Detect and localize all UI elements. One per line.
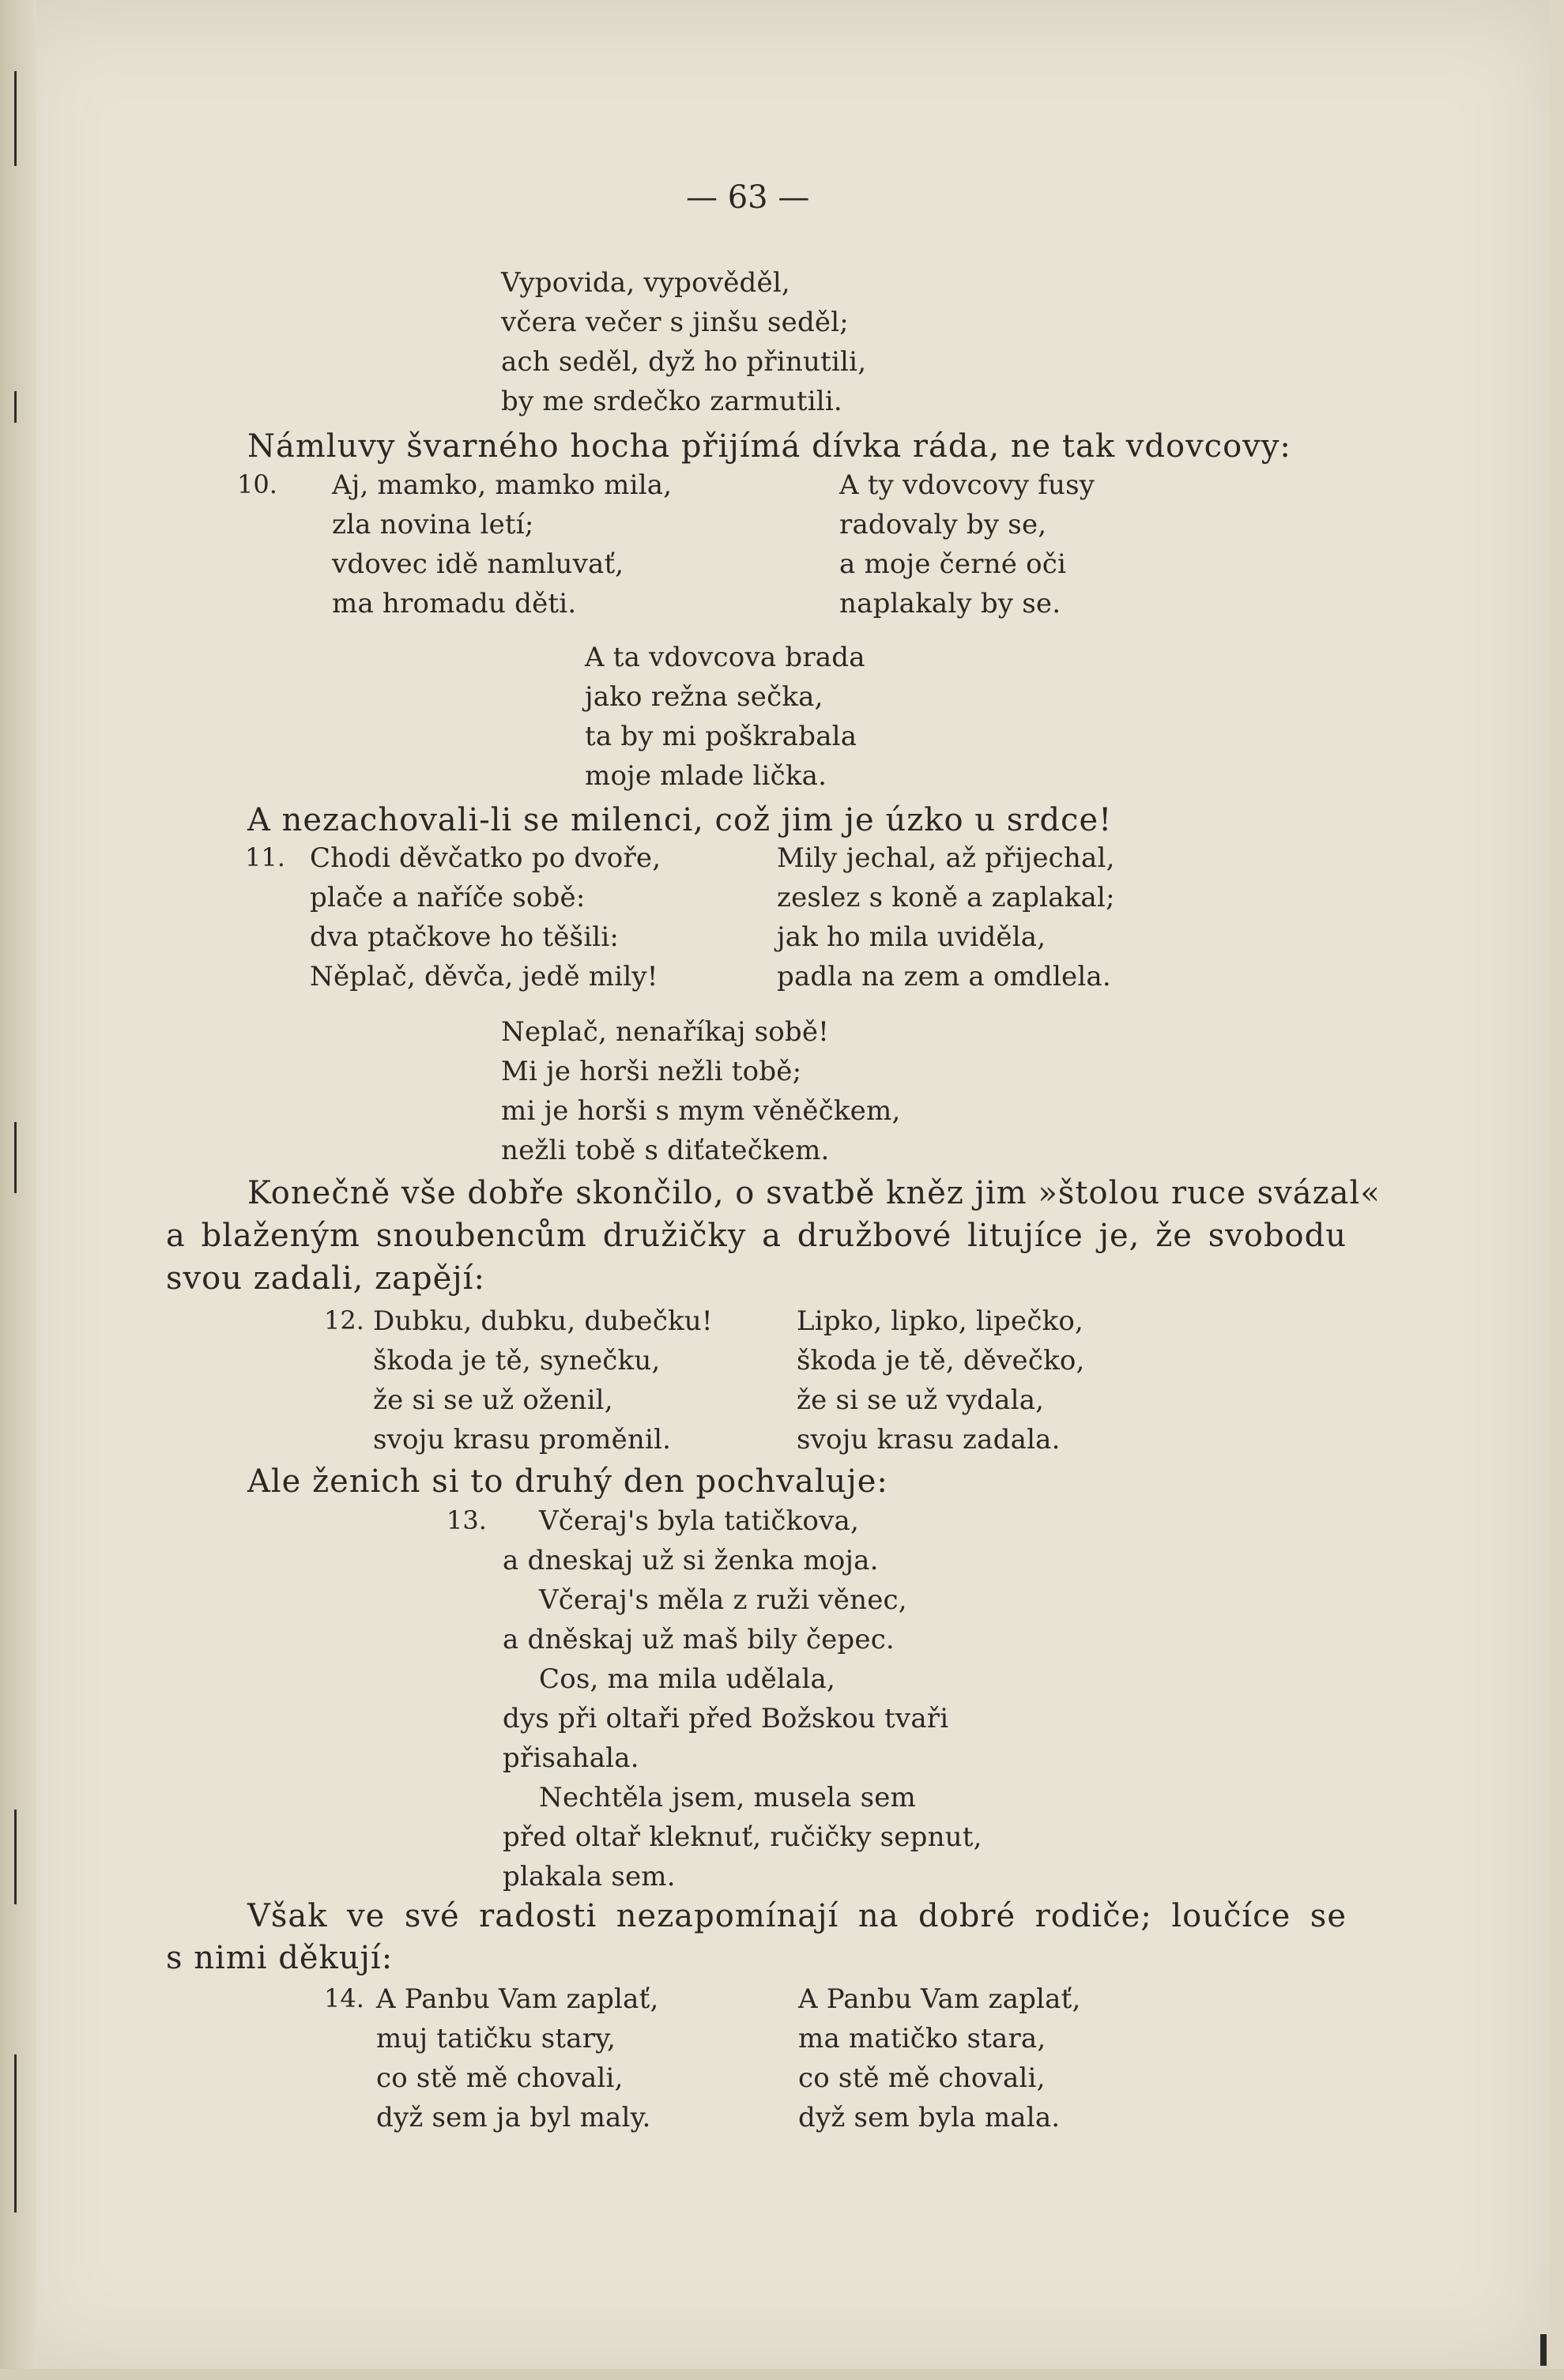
verse-line: vdovec idě namluvať, (332, 548, 624, 580)
edge-mark (14, 2054, 17, 2212)
verse-line: mi je horši s mym věněčkem, (501, 1095, 901, 1127)
prose-line: a blaženým snoubencům družičky a družbové litujíce je, že svobodu (166, 1218, 1347, 1254)
verse-line: ta by mi poškrabala (585, 721, 857, 752)
verse-line: moje mlade lička. (585, 760, 827, 792)
verse-line: plače a naříče sobě: (310, 882, 586, 913)
song-number: 13. (447, 1505, 487, 1535)
verse-line: Nechtěla jsem, musela sem (539, 1782, 916, 1813)
verse-line: že si se už oženil, (373, 1384, 613, 1416)
verse-line: přisahala. (503, 1742, 639, 1774)
verse-line: zla novina letí; (332, 509, 534, 540)
verse-line: radovaly by se, (839, 509, 1047, 540)
verse-line: a dněskaj už maš bily čepec. (503, 1624, 895, 1655)
page-number: — 63 — (686, 179, 810, 216)
verse-line: jak ho mila uviděla, (777, 921, 1046, 953)
verse-line: A ta vdovcova brada (585, 642, 865, 673)
song-number: 11. (245, 842, 285, 872)
prose-line: Však ve své radosti nezapomínají na dobré rodiče; loučíce se (247, 1898, 1347, 1934)
edge-mark (14, 391, 17, 423)
verse-line: co stě mě chovali, (798, 2062, 1046, 2094)
verse-line: Cos, ma mila udělala, (539, 1663, 836, 1695)
page-bottom-edge (0, 2369, 1564, 2380)
page-right-edge (1550, 0, 1564, 2380)
verse-line: Něplač, děvča, jedě mily! (310, 961, 658, 992)
verse-line: zeslez s koně a zaplakal; (777, 882, 1115, 913)
verse-line: a moje černé oči (839, 548, 1067, 580)
verse-line: by me srdečko zarmutili. (501, 386, 842, 417)
verse-line: škoda je tě, děvečko, (797, 1345, 1085, 1376)
verse-line: Lipko, lipko, lipečko, (797, 1305, 1084, 1337)
song-number: 14. (324, 1983, 364, 2013)
verse-line: Vypovida, vypověděl, (501, 267, 790, 299)
prose-line: A nezachovali-li se milenci, což jim je úzko u srdce! (247, 802, 1113, 838)
verse-line: Chodi děvčatko po dvoře, (310, 842, 661, 874)
verse-line: že si se už vydala, (797, 1384, 1045, 1416)
verse-line: Včeraj's měla z ruži věnec, (539, 1584, 907, 1616)
verse-line: naplakaly by se. (839, 588, 1061, 619)
verse-line: plakala sem. (503, 1861, 676, 1892)
verse-line: jako režna sečka, (585, 681, 823, 713)
verse-line: ma hromadu děti. (332, 588, 577, 619)
page-left-edge (0, 0, 36, 2380)
prose-line: svou zadali, zapějí: (166, 1260, 485, 1297)
verse-line: Aj, mamko, mamko mila, (332, 469, 673, 501)
edge-mark (14, 1122, 17, 1193)
prose-line: Ale ženich si to druhý den pochvaluje: (247, 1463, 888, 1500)
verse-line: Mi je horši nežli tobě; (501, 1056, 802, 1087)
verse-line: muj tatičku stary, (376, 2023, 616, 2054)
song-number: 12. (324, 1305, 364, 1335)
prose-line: s nimi děkují: (166, 1940, 394, 1976)
verse-line: A Panbu Vam zaplať, (798, 1983, 1081, 2015)
verse-line: včera večer s jinšu seděl; (501, 307, 849, 338)
verse-line: ach seděl, dyž ho přinutili, (501, 346, 867, 378)
verse-line: Včeraj's byla tatičkova, (539, 1505, 859, 1537)
verse-line: padla na zem a omdlela. (777, 961, 1111, 992)
verse-line: co stě mě chovali, (376, 2062, 624, 2094)
edge-mark (14, 1809, 17, 1904)
edge-mark (14, 71, 17, 166)
verse-line: dys při oltaři před Božskou tvaři (503, 1703, 949, 1734)
verse-line: dyž sem byla mala. (798, 2102, 1061, 2133)
verse-line: nežli tobě s diťatečkem. (501, 1135, 830, 1166)
verse-line: ma matičko stara, (798, 2023, 1046, 2054)
verse-line: škoda je tě, synečku, (373, 1345, 661, 1376)
verse-line: a dneskaj už si ženka moja. (503, 1545, 879, 1576)
prose-line: Námluvy švarného hocha přijímá dívka ráda, ne tak vdovcovy: (247, 428, 1291, 465)
verse-line: dva ptačkove ho těšili: (310, 921, 620, 953)
verse-line: A ty vdovcovy fusy (839, 469, 1095, 501)
prose-line: Konečně vše dobře skončilo, o svatbě kněz jim »štolou ruce svázal« (247, 1175, 1381, 1211)
verse-line: Dubku, dubku, dubečku! (373, 1305, 713, 1337)
verse-line: před oltař kleknuť, ručičky sepnut, (503, 1821, 982, 1853)
verse-line: svoju krasu zadala. (797, 1424, 1061, 1455)
verse-line: svoju krasu proměnil. (373, 1424, 672, 1455)
verse-line: Mily jechal, až přijechal, (777, 842, 1115, 874)
verse-line: Neplač, nenaříkaj sobě! (501, 1016, 830, 1048)
corner-mark (1540, 2334, 1547, 2366)
verse-line: A Panbu Vam zaplať, (376, 1983, 659, 2015)
verse-line: dyž sem ja byl maly. (376, 2102, 651, 2133)
song-number: 10. (237, 469, 277, 499)
